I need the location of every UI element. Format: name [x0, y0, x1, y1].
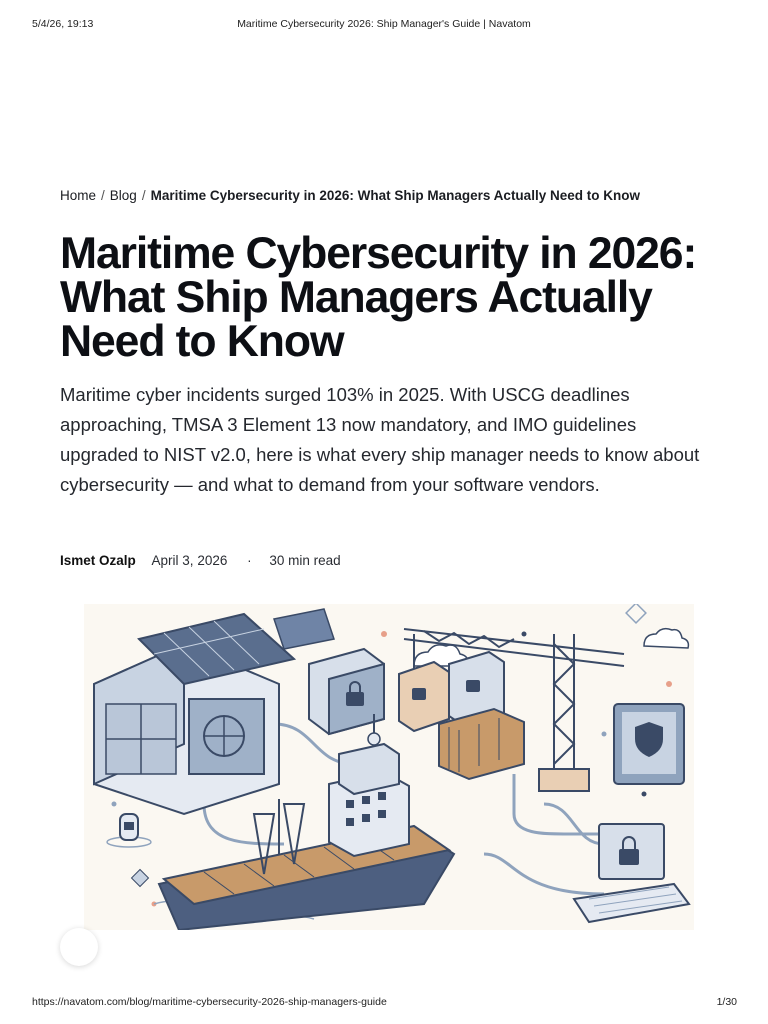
article-meta	[60, 553, 341, 568]
breadcrumb-separator: /	[101, 188, 105, 203]
breadcrumb-separator: /	[141, 188, 146, 203]
author-name[interactable]: Ismet Ozalp	[60, 553, 136, 568]
breadcrumb	[60, 188, 740, 203]
breadcrumb-blog-link[interactable]: Blog	[109, 188, 137, 203]
print-page-number: 1/30	[716, 996, 737, 1008]
floating-action-button[interactable]	[60, 928, 98, 966]
cargo-containers-icon	[399, 652, 524, 779]
print-header	[0, 18, 768, 32]
print-footer	[0, 996, 768, 1010]
shipping-container-icon	[309, 649, 384, 734]
article-title: Maritime Cybersecurity in 2026: What Ship Managers Actually Need to Know	[60, 229, 697, 366]
print-url: https://navatom.com/blog/maritime-cybersecurity-2026-ship-managers-guide	[32, 996, 387, 1008]
article-lede: Maritime cyber incidents surged 103% in 2025. With USCG deadlines approaching, TMSA 3 Element 13 now mandatory, and IMO guidelines upgraded to NIST v2.0, here is what every ship manager needs to know about cybersecurity — and what to demand from your software vendors.	[60, 384, 700, 495]
read-time: 30 min read	[269, 553, 341, 568]
monitor-shield-icon	[614, 704, 684, 784]
breadcrumb-home-link[interactable]: Home	[60, 188, 97, 203]
meta-separator: ·	[247, 553, 252, 568]
warehouse-icon	[94, 614, 294, 814]
print-document-title: Maritime Cybersecurity 2026: Ship Manager's Guide | Navatom	[237, 18, 531, 30]
buoy-icon	[107, 814, 151, 847]
breadcrumb-current: Maritime Cybersecurity in 2026: What Ship Managers Actually Need to Know	[150, 188, 640, 203]
solar-panel-icon	[274, 609, 334, 649]
laptop-lock-icon	[574, 824, 689, 922]
hero-illustration-svg	[84, 604, 694, 930]
publish-date: April 3, 2026	[151, 553, 228, 568]
print-datetime: 5/4/26, 19:13	[32, 18, 94, 30]
hero-illustration	[84, 604, 694, 930]
